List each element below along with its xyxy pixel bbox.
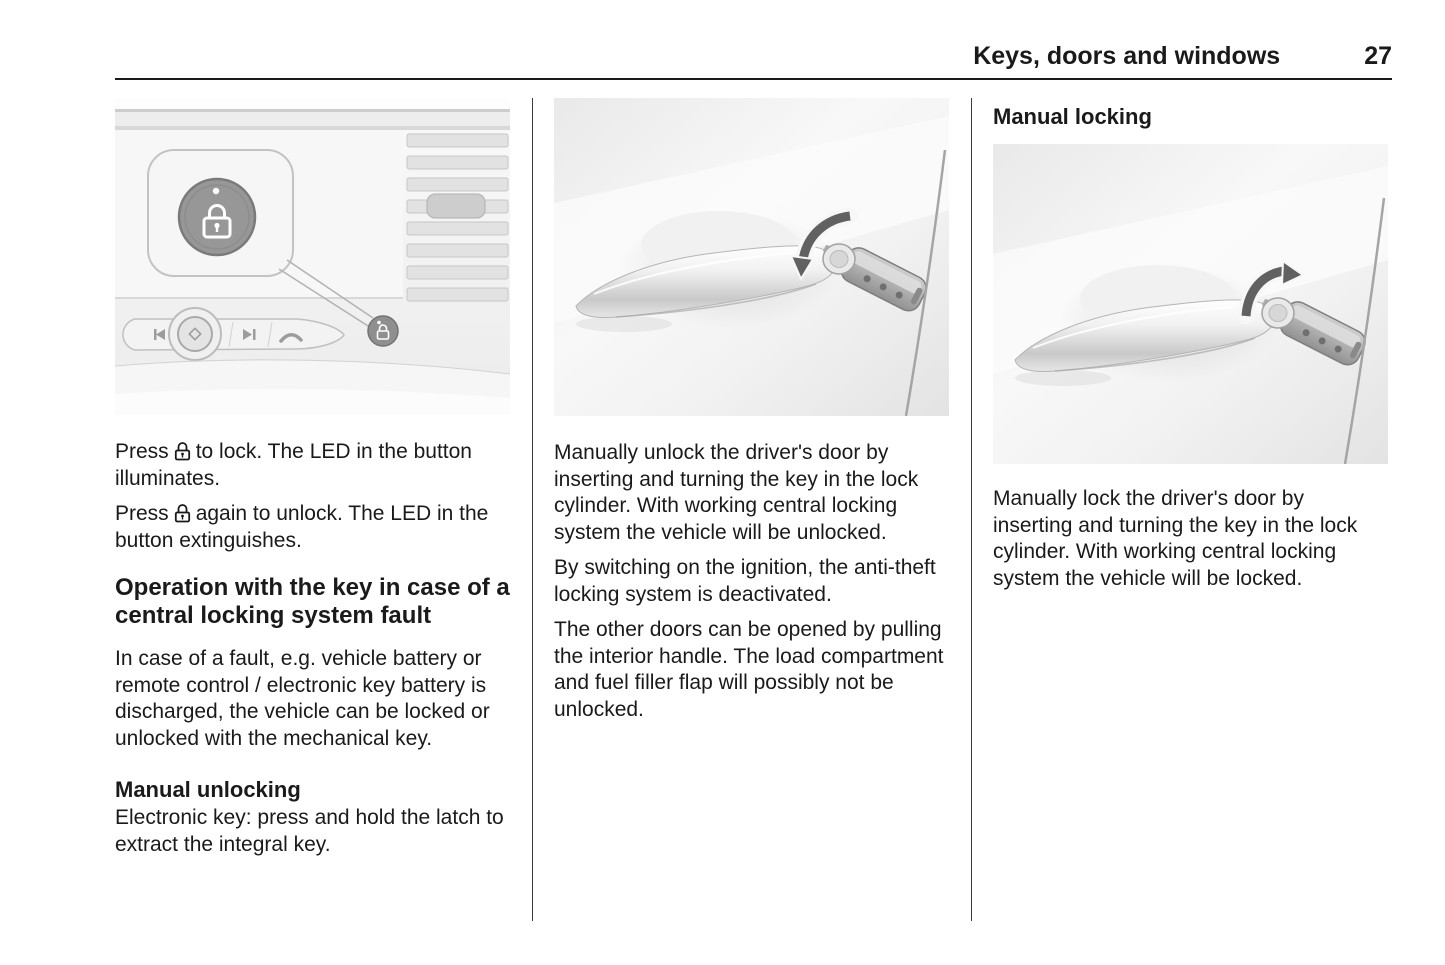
subheading-manual-unlocking: Manual unlocking [115, 777, 301, 802]
dashboard-lock-button-figure [115, 98, 510, 415]
columns [115, 98, 1392, 921]
central-locking-button-large [179, 179, 255, 255]
paragraph-other-doors: The other doors can be opened by pulling the interior handle. The load compartment and fuel filler flap will possibly not be unlocked. [554, 618, 944, 721]
lock-icon [174, 503, 191, 523]
column-divider [532, 98, 533, 921]
column-middle [554, 98, 949, 723]
central-locking-button-small [368, 316, 398, 346]
text-segment: Press [115, 440, 169, 463]
column-divider [971, 98, 972, 921]
dashboard-illustration [115, 98, 510, 415]
page-number: 27 [1364, 42, 1392, 70]
paragraph-ignition-antitheft: By switching on the ignition, the anti-theft locking system is deactivated. [554, 556, 936, 606]
section-heading-key-operation: Operation with the key in case of a central locking system fault [115, 574, 510, 629]
manual-page [115, 0, 1392, 921]
paragraph-manually-unlock: Manually unlock the driver's door by inserting and turning the key in the lock cylinder. With working central locking system the vehicle will be unlocked. [554, 441, 919, 544]
lock-cylinder [823, 244, 855, 274]
paragraph-electronic-key: Electronic key: press and hold the latch to extract the integral key. [115, 806, 504, 856]
door-handle-lock-figure [993, 144, 1388, 464]
paragraph-manually-lock: Manually lock the driver's door by inserting and turning the key in the lock cylinder. With working central locking system the vehicle will be locked. [993, 487, 1358, 590]
subheading-manual-locking: Manual locking [993, 104, 1152, 129]
page-header [115, 0, 1392, 71]
text-segment: again to unlock. The LED in the button extinguishes. [115, 502, 489, 552]
door-handle-lock-illustration [993, 144, 1388, 464]
text-segment: to lock. The LED in the button illuminates. [115, 440, 472, 490]
lock-cylinder [1262, 298, 1294, 328]
led-dot [213, 188, 219, 194]
lock-icon [174, 441, 191, 461]
door-handle-unlock-illustration [554, 98, 949, 416]
paragraph-press-to-lock [115, 439, 510, 492]
column-right [993, 98, 1388, 592]
column-left [115, 98, 510, 858]
door-handle-unlock-figure [554, 98, 949, 416]
paragraph-fault-case: In case of a fault, e.g. vehicle battery or remote control / electronic key battery is discharged, the vehicle can be locked or unlocked with the mechanical key. [115, 647, 490, 750]
text-segment: Press [115, 502, 169, 525]
paragraph-press-to-unlock [115, 501, 510, 554]
volume-knob [169, 308, 221, 360]
header-rule [115, 78, 1392, 80]
page-title: Keys, doors and windows [973, 42, 1281, 70]
vent-handle [427, 194, 485, 218]
